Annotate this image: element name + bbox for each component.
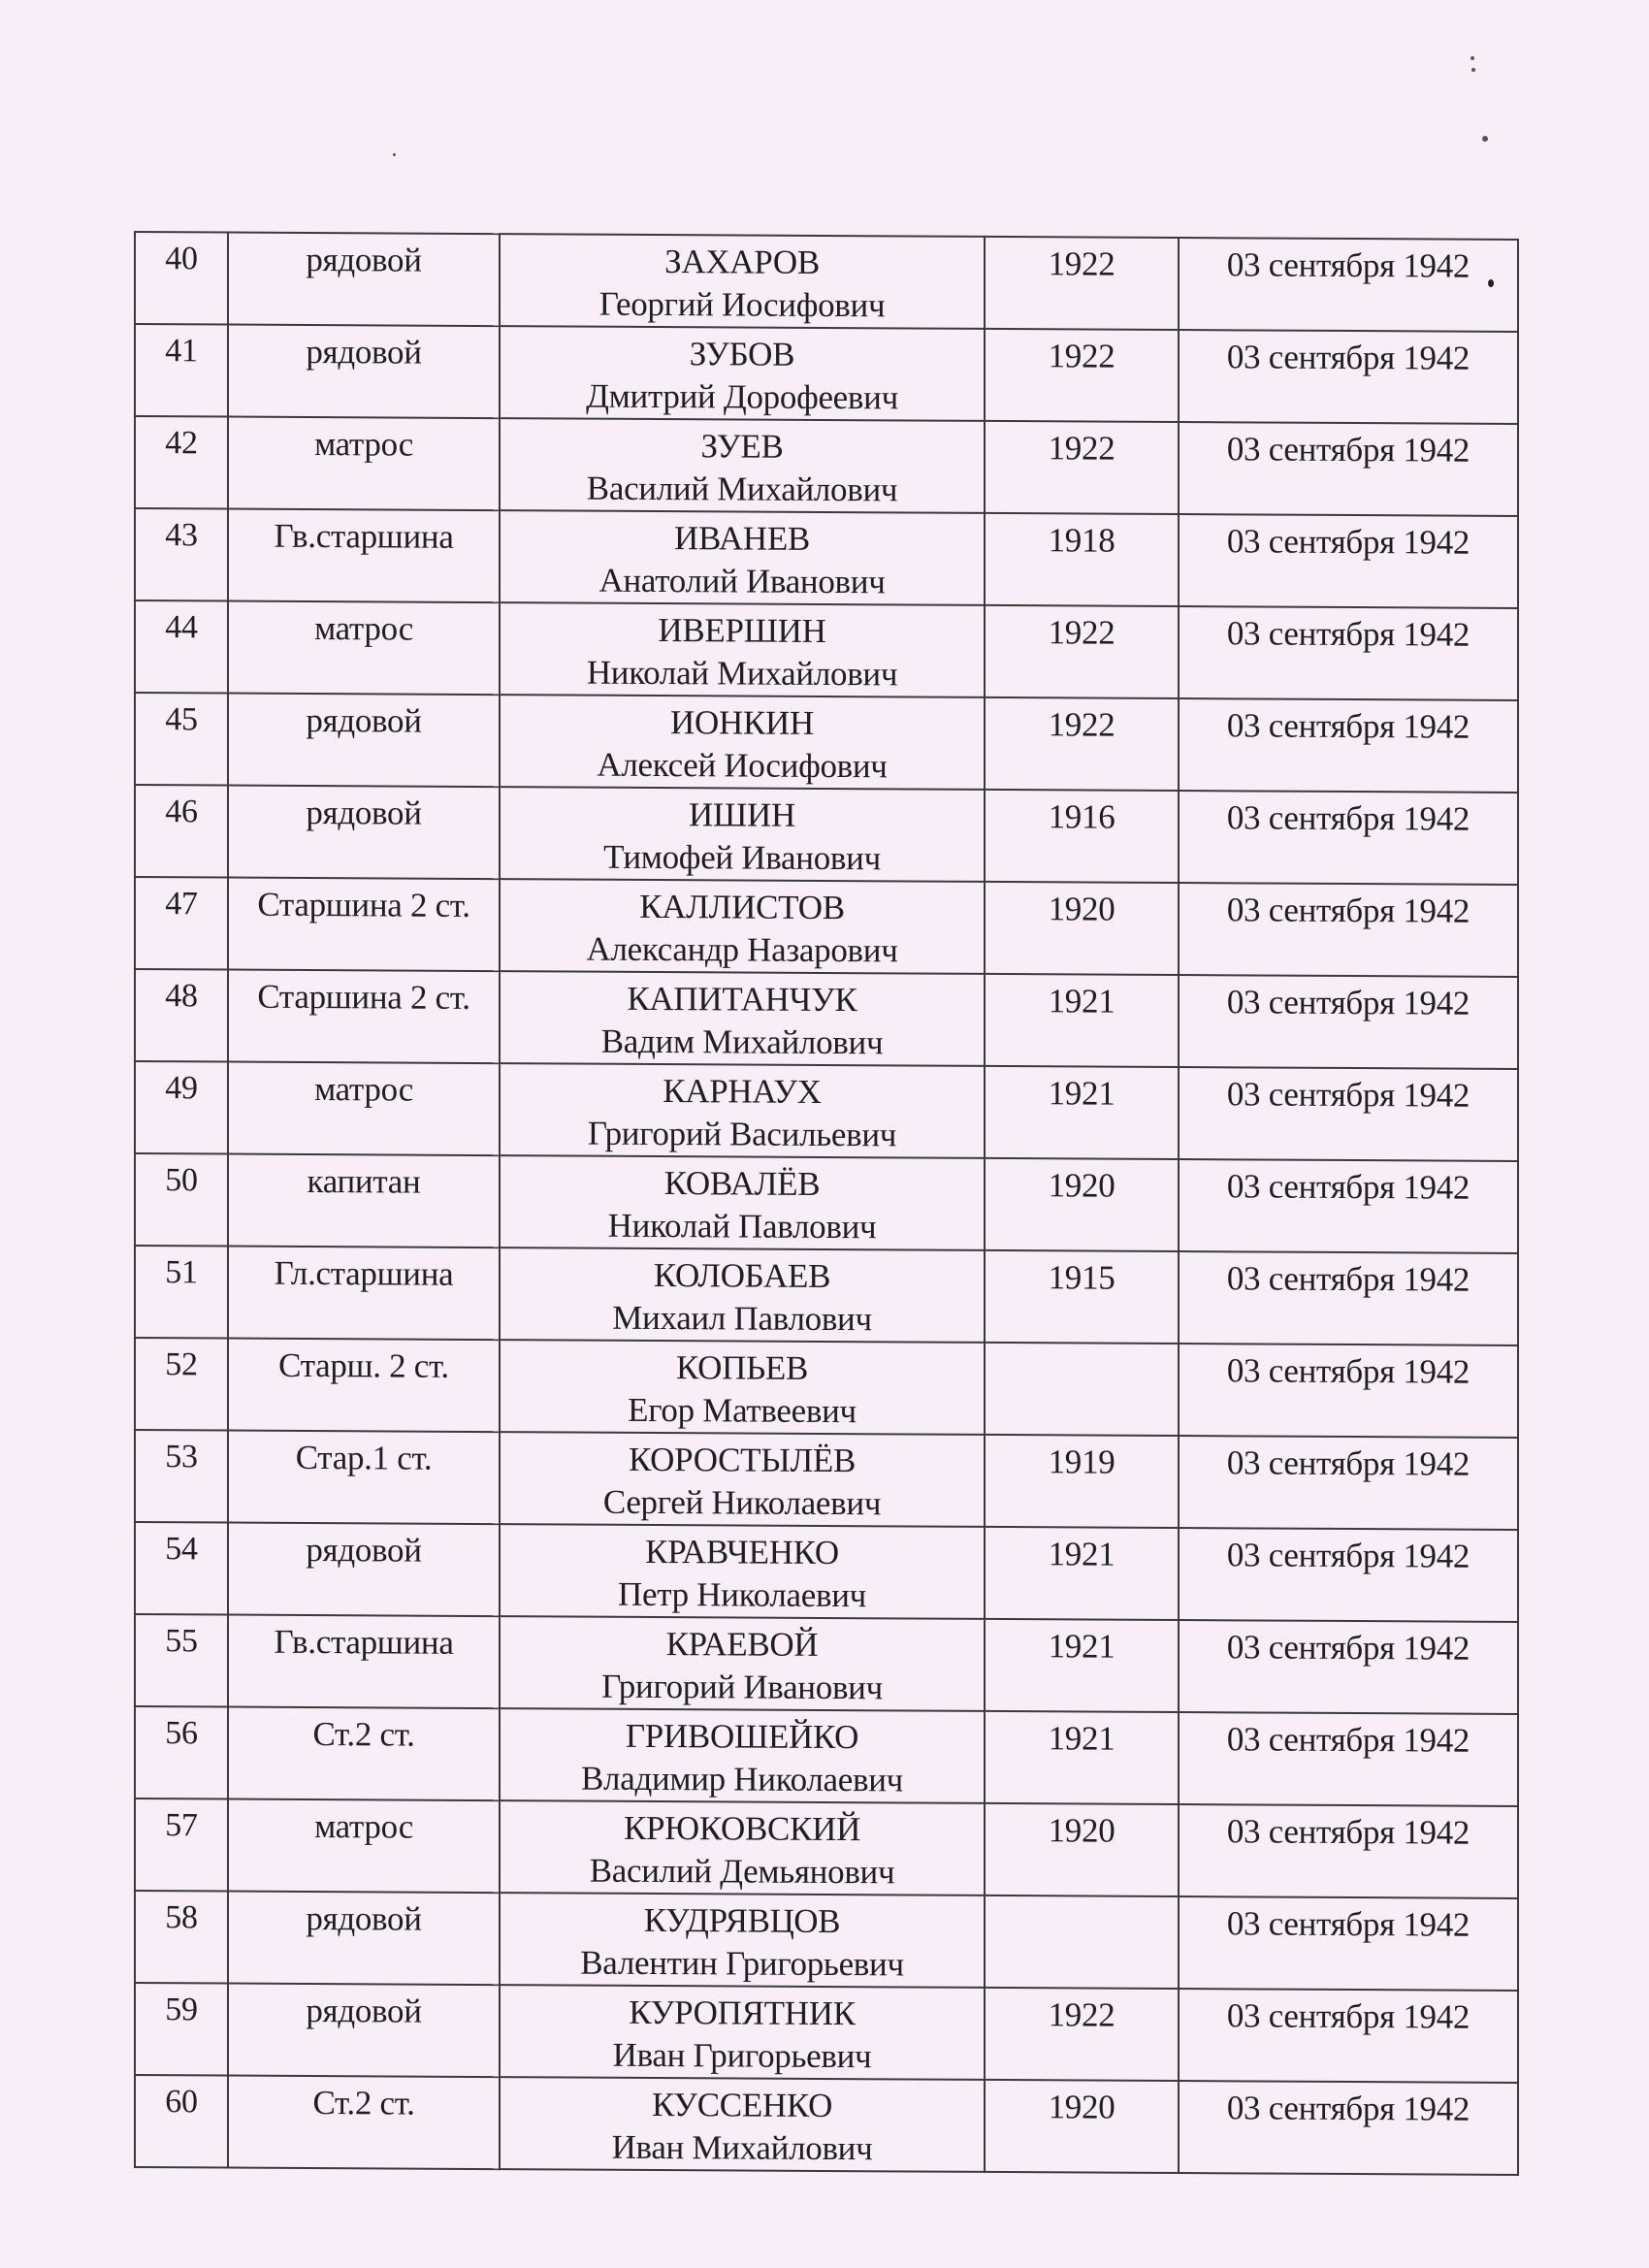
row-date: 03 сентября 1942 (1179, 1712, 1518, 1806)
row-birth-year: 1915 (985, 1250, 1179, 1344)
table-row (135, 1614, 1518, 1714)
row-surname: КОВАЛЁВ (663, 1164, 821, 1203)
row-rank: капитан (228, 1154, 500, 1248)
row-rank: матрос (228, 417, 500, 511)
row-number: 45 (135, 693, 228, 786)
row-date: 03 сентября 1942 (1179, 1251, 1518, 1345)
table-row (135, 232, 1518, 332)
row-birth-year (985, 1343, 1179, 1436)
row-surname: КОЛОБАЕВ (653, 1255, 831, 1296)
row-date: 03 сентября 1942 (1179, 883, 1518, 977)
row-full-name (500, 1708, 985, 1803)
row-birth-year (985, 1895, 1179, 1989)
row-rank: Гв.старшина (228, 1615, 500, 1709)
row-number: 60 (135, 2075, 228, 2168)
row-birth-year: 1922 (985, 329, 1179, 422)
row-surname: ЗУЕВ (700, 427, 784, 466)
row-given-name: Дмитрий Дорофеевич (586, 376, 898, 417)
table-row (135, 1246, 1518, 1345)
row-date: 03 сентября 1942 (1179, 1159, 1518, 1253)
row-full-name (500, 1893, 985, 1988)
row-surname: ГРИВОШЕЙКО (625, 1716, 859, 1757)
row-surname: ИВЕРШИН (658, 611, 826, 650)
row-given-name: Александр Назарович (586, 929, 898, 970)
row-number: 41 (135, 324, 228, 417)
row-full-name (500, 1616, 985, 1711)
row-given-name: Валентин Григорьевич (580, 1943, 904, 1984)
row-number: 46 (135, 785, 228, 878)
table-row (135, 693, 1518, 793)
table-row (135, 1153, 1518, 1253)
row-given-name: Владимир Николаевич (581, 1759, 903, 1799)
row-full-name (500, 1524, 985, 1619)
scan-speck (1471, 56, 1474, 60)
table-row (135, 1061, 1518, 1161)
row-rank: рядовой (228, 325, 500, 419)
row-rank: Стар.1 ст. (228, 1431, 500, 1525)
row-rank: Ст.2 ст. (228, 2076, 500, 2170)
row-date: 03 сентября 1942 (1179, 1436, 1518, 1530)
row-rank: рядовой (228, 1523, 500, 1617)
row-full-name (500, 695, 985, 790)
table-row (135, 1706, 1518, 1806)
table-row (135, 877, 1518, 977)
row-number: 59 (135, 1983, 228, 2076)
table-row (135, 1430, 1518, 1530)
row-birth-year: 1921 (985, 1066, 1179, 1159)
row-full-name (500, 2077, 985, 2172)
row-full-name (500, 879, 985, 974)
row-given-name: Егор Матвеевич (628, 1390, 857, 1431)
row-full-name (500, 1340, 985, 1435)
table-row (135, 1983, 1518, 2083)
row-number: 43 (135, 508, 228, 601)
row-number: 50 (135, 1153, 228, 1247)
row-date: 03 сентября 1942 (1179, 238, 1518, 332)
row-surname: ИШИН (689, 795, 795, 834)
row-number: 55 (135, 1614, 228, 1707)
row-surname: КАРНАУХ (663, 1072, 822, 1111)
row-full-name (500, 234, 985, 329)
row-rank: матрос (228, 601, 500, 696)
row-surname: ИВАНЕВ (674, 519, 810, 558)
table-row (135, 600, 1518, 700)
row-surname: КУРОПЯТНИК (629, 1993, 856, 2033)
row-birth-year: 1920 (985, 882, 1179, 975)
row-given-name: Григорий Иванович (601, 1667, 883, 1707)
row-rank: Ст.2 ст. (228, 1707, 500, 1801)
roster-body (135, 232, 1518, 2175)
row-number: 58 (135, 1891, 228, 1984)
row-surname: КАЛЛИСТОВ (639, 887, 845, 927)
row-full-name (500, 971, 985, 1066)
row-surname: КУССЕНКО (651, 2085, 833, 2125)
row-full-name (500, 1247, 985, 1343)
row-given-name: Вадим Михайлович (600, 1021, 884, 1062)
scan-speck (393, 153, 396, 156)
row-date: 03 сентября 1942 (1179, 1344, 1518, 1438)
row-rank: Старшина 2 ст. (228, 878, 500, 972)
row-rank: рядовой (228, 1892, 500, 1986)
row-date: 03 сентября 1942 (1179, 330, 1518, 424)
scan-speck (1471, 68, 1475, 72)
row-given-name: Алексей Иосифович (597, 745, 888, 786)
row-birth-year: 1921 (985, 1711, 1179, 1804)
row-date: 03 сентября 1942 (1179, 1528, 1518, 1622)
row-given-name: Георгий Иосифович (598, 284, 886, 325)
row-date: 03 сентября 1942 (1179, 514, 1518, 608)
row-surname: ЗУБОВ (689, 335, 795, 373)
row-number: 49 (135, 1061, 228, 1154)
row-rank: матрос (228, 1799, 500, 1894)
row-birth-year: 1921 (985, 1619, 1179, 1712)
row-given-name: Анатолий Иванович (598, 561, 886, 601)
roster-table (134, 231, 1519, 2176)
row-full-name (500, 787, 985, 882)
row-date: 03 сентября 1942 (1179, 606, 1518, 700)
row-date: 03 сентября 1942 (1179, 2081, 1518, 2175)
row-number: 40 (135, 232, 228, 325)
row-number: 54 (135, 1522, 228, 1615)
row-given-name: Иван Григорьевич (612, 2035, 872, 2076)
row-full-name (500, 1432, 985, 1527)
table-row (135, 324, 1518, 424)
row-number: 57 (135, 1798, 228, 1892)
row-given-name: Михаил Павлович (612, 1298, 872, 1339)
row-rank: рядовой (228, 233, 500, 327)
row-date: 03 сентября 1942 (1179, 422, 1518, 516)
row-number: 56 (135, 1706, 228, 1799)
row-surname: ЗАХАРОВ (664, 243, 820, 281)
row-date: 03 сентября 1942 (1179, 975, 1518, 1069)
row-birth-year: 1921 (985, 974, 1179, 1067)
row-full-name (500, 418, 985, 513)
row-birth-year: 1918 (985, 513, 1179, 606)
row-given-name: Григорий Васильевич (587, 1114, 897, 1154)
row-date: 03 сентября 1942 (1179, 1896, 1518, 1991)
table-row (135, 1338, 1518, 1438)
row-date: 03 сентября 1942 (1179, 1620, 1518, 1714)
row-given-name: Петр Николаевич (618, 1574, 866, 1615)
row-full-name (500, 326, 985, 421)
row-rank: рядовой (228, 1984, 500, 2078)
row-full-name (500, 1063, 985, 1158)
row-given-name: Тимофей Иванович (603, 837, 881, 878)
row-given-name: Николай Павлович (607, 1206, 877, 1247)
row-surname: ИОНКИН (670, 703, 814, 742)
row-birth-year: 1922 (985, 237, 1179, 330)
row-birth-year: 1920 (985, 1158, 1179, 1251)
row-surname: КОРОСТЫЛЁВ (628, 1440, 857, 1480)
row-date: 03 сентября 1942 (1179, 698, 1518, 793)
row-rank: Гв.старшина (228, 509, 500, 603)
table-row (135, 2075, 1518, 2175)
row-full-name (500, 1155, 985, 1250)
row-surname: КУДРЯВЦОВ (643, 1900, 841, 1941)
scan-speck (1482, 136, 1488, 142)
row-birth-year: 1920 (985, 2080, 1179, 2173)
row-full-name (500, 1800, 985, 1895)
row-number: 51 (135, 1246, 228, 1339)
row-surname: КОПЬЕВ (675, 1348, 809, 1387)
row-date: 03 сентября 1942 (1179, 1804, 1518, 1898)
table-row (135, 1891, 1518, 1991)
row-number: 53 (135, 1430, 228, 1523)
row-birth-year: 1922 (985, 605, 1179, 698)
row-rank: Старш. 2 ст. (228, 1339, 500, 1433)
row-birth-year: 1922 (985, 697, 1179, 791)
table-row (135, 508, 1518, 608)
roster-sheet (134, 231, 1517, 2168)
row-surname: КАПИТАНЧУК (627, 979, 857, 1020)
row-birth-year: 1920 (985, 1803, 1179, 1896)
row-surname: КРЮКОВСКИЙ (623, 1808, 861, 1849)
table-row (135, 785, 1518, 885)
row-rank: матрос (228, 1062, 500, 1156)
row-date: 03 сентября 1942 (1179, 1067, 1518, 1161)
row-birth-year: 1921 (985, 1527, 1179, 1620)
row-full-name (500, 1985, 985, 2080)
row-given-name: Сергей Николаевич (602, 1482, 882, 1523)
row-date: 03 сентября 1942 (1179, 1989, 1518, 2083)
row-birth-year: 1922 (985, 421, 1179, 514)
row-given-name: Василий Михайлович (586, 469, 898, 509)
row-surname: КРАВЧЕНКО (645, 1532, 839, 1572)
table-row (135, 969, 1518, 1069)
table-row (135, 1798, 1518, 1898)
row-rank: рядовой (228, 786, 500, 880)
row-birth-year: 1922 (985, 1988, 1179, 2081)
row-rank: Гл.старшина (228, 1247, 500, 1341)
row-surname: КРАЕВОЙ (665, 1625, 819, 1664)
row-number: 47 (135, 877, 228, 970)
table-row (135, 416, 1518, 516)
row-number: 52 (135, 1338, 228, 1431)
row-given-name: Николай Михайлович (586, 653, 898, 694)
table-row (135, 1522, 1518, 1622)
row-birth-year: 1916 (985, 790, 1179, 883)
row-number: 48 (135, 969, 228, 1062)
row-number: 44 (135, 600, 228, 694)
row-birth-year: 1919 (985, 1435, 1179, 1528)
row-rank: Старшина 2 ст. (228, 970, 500, 1064)
row-full-name (500, 510, 985, 605)
row-rank: рядовой (228, 694, 500, 788)
row-number: 42 (135, 416, 228, 509)
row-given-name: Иван Михайлович (611, 2127, 873, 2168)
row-date: 03 сентября 1942 (1179, 791, 1518, 885)
row-full-name (500, 602, 985, 697)
row-given-name: Василий Демьянович (589, 1851, 895, 1892)
